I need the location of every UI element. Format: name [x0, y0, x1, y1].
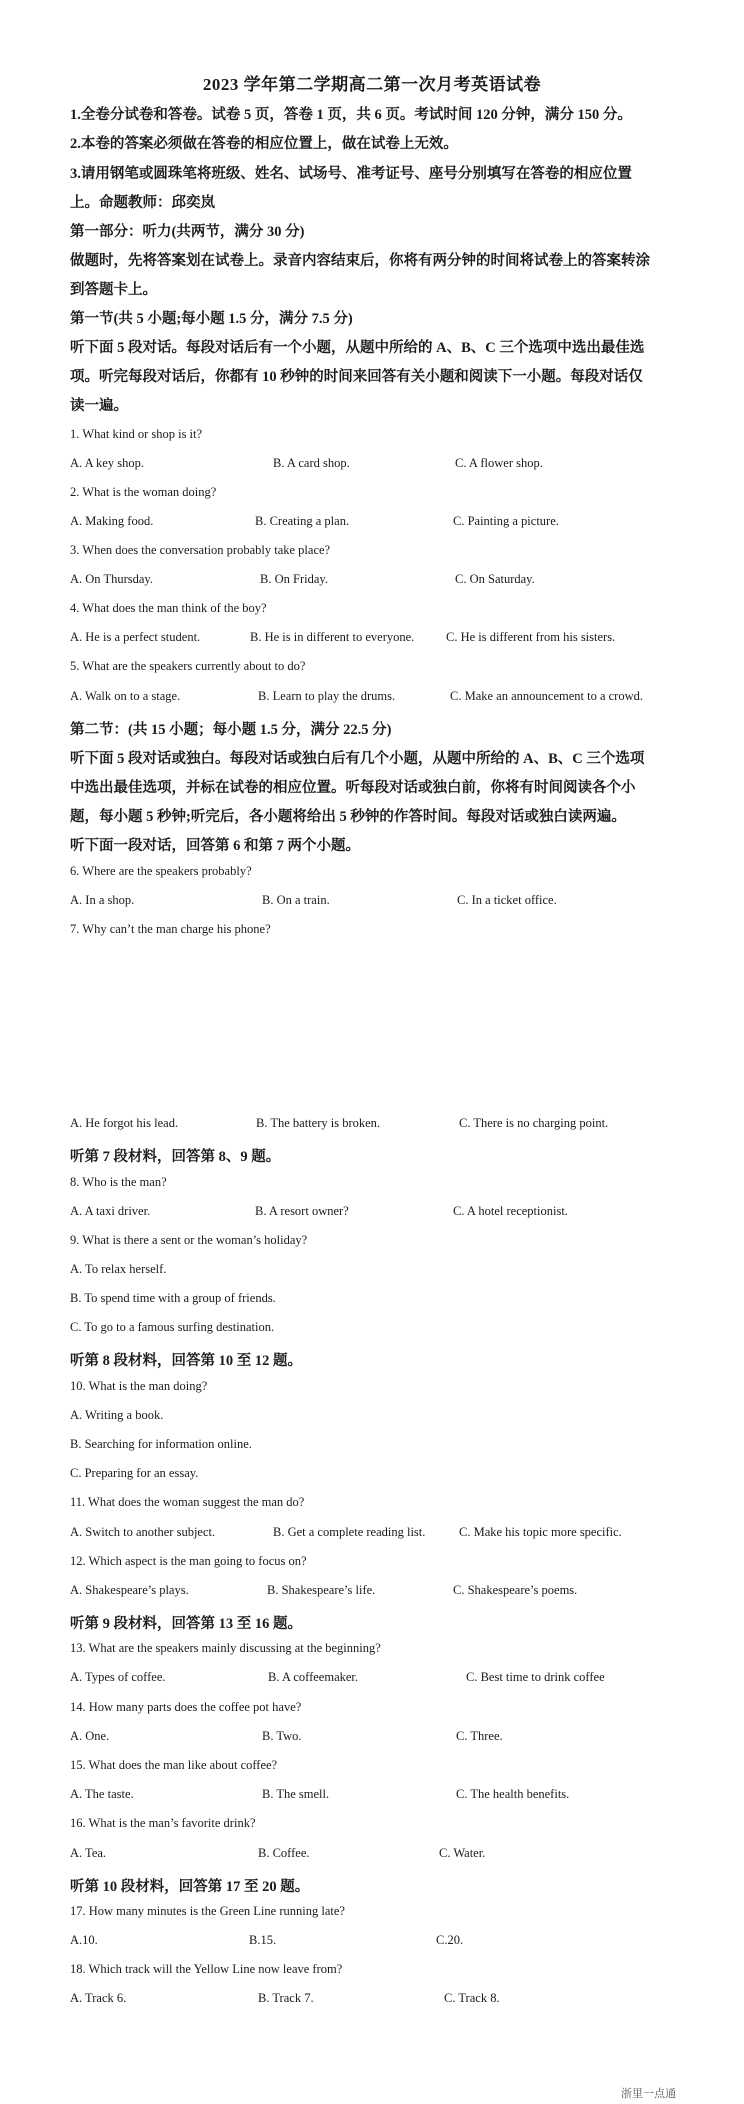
material-header: 听第 10 段材料，回答第 17 至 20 题。 [70, 1879, 310, 1895]
option-b: B. Shakespeare’s life. [267, 1583, 376, 1597]
question-text: 14. How many parts does the coffee pot have? [70, 1700, 302, 1714]
section1-directions-line: 听下面 5 段对话。每段对话后有一个小题，从题中所给的 A、B、C 三个选项中选出最佳选 [70, 340, 645, 356]
option-b: B. The battery is broken. [256, 1116, 381, 1130]
option-b: B. A coffeemaker. [268, 1670, 359, 1684]
option-c: C. Shakespeare’s poems. [453, 1583, 578, 1597]
option-a: A. Tea. [70, 1846, 107, 1860]
section2-directions-line: 听下面 5 段对话或独白。每段对话或独白后有几个小题，从题中所给的 A、B、C 三个选项 [70, 751, 645, 767]
option-a: A. A key shop. [70, 456, 144, 470]
part1-note-line: 做题时，先将答案划在试卷上。录音内容结束后，你将有两分钟的时间将试卷上的答案转涂 [70, 253, 650, 269]
option-c: C. In a ticket office. [457, 893, 557, 907]
section1-heading: 第一节(共 5 小题;每小题 1.5 分，满分 7.5 分) [70, 311, 353, 327]
option-a: A.10. [70, 1933, 98, 1947]
question-text: 13. What are the speakers mainly discussing at the beginning? [70, 1641, 381, 1655]
option-a: A. Making food. [70, 514, 154, 528]
option-b: B. To spend time with a group of friends. [70, 1291, 276, 1305]
option-a: A. Types of coffee. [70, 1670, 166, 1684]
section2-directions-line: 题，每小题 5 秒钟;听完后，各小题将给出 5 秒钟的作答时间。每段对话或独白读两遍。 [70, 809, 626, 825]
section2-heading: 第二节：(共 15 小题；每小题 1.5 分，满分 22.5 分) [70, 722, 392, 738]
option-b: B. Learn to play the drums. [258, 689, 396, 703]
option-a: A. He forgot his lead. [70, 1116, 179, 1130]
question-text: 8. Who is the man? [70, 1175, 167, 1189]
option-c: C. A hotel receptionist. [453, 1204, 568, 1218]
option-c: C. To go to a famous surfing destination. [70, 1320, 275, 1334]
option-b: B. On a train. [262, 893, 330, 907]
question-text: 6. Where are the speakers probably? [70, 864, 252, 878]
option-b: B. Creating a plan. [255, 514, 350, 528]
option-c: C. Make an announcement to a crowd. [450, 689, 643, 703]
option-c: C. The health benefits. [456, 1787, 570, 1801]
option-c: C.20. [436, 1933, 464, 1947]
option-b: B.15. [249, 1933, 277, 1947]
question-text: 15. What does the man like about coffee? [70, 1758, 278, 1772]
question-text: 5. What are the speakers currently about to do? [70, 659, 306, 673]
part1-heading: 第一部分：听力(共两节，满分 30 分) [70, 224, 305, 240]
instruction-line: 上。命题教师：邱奕岚 [70, 195, 215, 211]
material-header: 听下面一段对话，回答第 6 和第 7 两个小题。 [70, 838, 360, 854]
part1-note-line: 到答题卡上。 [70, 282, 157, 298]
option-b: B. A card shop. [273, 456, 350, 470]
instruction-line: 3.请用钢笔或圆珠笔将班级、姓名、试场号、准考证号、座号分别填写在答卷的相应位置 [70, 166, 632, 182]
instruction-line: 2.本卷的答案必须做在答卷的相应位置上，做在试卷上无效。 [70, 136, 458, 152]
option-b: B. Searching for information online. [70, 1437, 252, 1451]
option-a: A. A taxi driver. [70, 1204, 151, 1218]
option-a: A. One. [70, 1729, 110, 1743]
question-text: 18. Which track will the Yellow Line now leave from? [70, 1962, 343, 1976]
option-a: A. Track 6. [70, 1991, 127, 2005]
option-a: A. On Thursday. [70, 572, 153, 586]
question-text: 1. What kind or shop is it? [70, 427, 203, 441]
option-c: C. Preparing for an essay. [70, 1466, 199, 1480]
option-c: C. Water. [439, 1846, 486, 1860]
option-c: C. Make his topic more specific. [459, 1525, 622, 1539]
page-title: 2023 学年第二学期高二第一次月考英语试卷 [202, 75, 542, 94]
option-b: B. A resort owner? [255, 1204, 349, 1218]
option-b: B. He is in different to everyone. [250, 630, 415, 644]
option-c: C. Best time to drink coffee [466, 1670, 605, 1684]
option-b: B. Track 7. [258, 1991, 314, 2005]
question-text: 3. When does the conversation probably take place? [70, 543, 331, 557]
question-text: 7. Why can’t the man charge his phone? [70, 922, 271, 936]
section1-directions-line: 读一遍。 [70, 398, 128, 414]
question-text: 4. What does the man think of the boy? [70, 601, 267, 615]
section2-directions-line: 中选出最佳选项，并标在试卷的相应位置。听每段对话或独白前，你将有时间阅读各个小 [70, 780, 636, 796]
question-text: 10. What is the man doing? [70, 1379, 208, 1393]
option-c: C. He is different from his sisters. [446, 630, 616, 644]
option-c: C. Three. [456, 1729, 503, 1743]
option-a: A. He is a perfect student. [70, 630, 201, 644]
watermark-text: 浙里一点通 [621, 2088, 676, 2100]
option-a: A. In a shop. [70, 893, 135, 907]
option-a: A. Shakespeare’s plays. [70, 1583, 189, 1597]
option-a: A. To relax herself. [70, 1262, 167, 1276]
option-c: C. A flower shop. [455, 456, 543, 470]
option-a: A. Writing a book. [70, 1408, 164, 1422]
material-header: 听第 8 段材料，回答第 10 至 12 题。 [70, 1353, 302, 1369]
option-b: B. On Friday. [260, 572, 328, 586]
question-text: 2. What is the woman doing? [70, 485, 217, 499]
section1-directions-line: 项。听完每段对话后，你都有 10 秒钟的时间来回答有关小题和阅读下一小题。每段对话仅 [70, 369, 643, 385]
option-c: C. On Saturday. [455, 572, 535, 586]
option-b: B. Two. [262, 1729, 302, 1743]
option-c: C. There is no charging point. [459, 1116, 609, 1130]
question-text: 16. What is the man’s favorite drink? [70, 1816, 256, 1830]
question-text: 12. Which aspect is the man going to focus on? [70, 1554, 307, 1568]
option-a: A. Switch to another subject. [70, 1525, 216, 1539]
question-text: 11. What does the woman suggest the man do? [70, 1495, 305, 1509]
option-c: C. Painting a picture. [453, 514, 559, 528]
option-a: A. The taste. [70, 1787, 134, 1801]
material-header: 听第 9 段材料，回答第 13 至 16 题。 [70, 1616, 302, 1632]
option-b: B. Get a complete reading list. [273, 1525, 426, 1539]
instruction-line: 1.全卷分试卷和答卷。试卷 5 页，答卷 1 页，共 6 页。考试时间 120 分钟，满分 150 分。 [70, 107, 632, 123]
option-b: B. Coffee. [258, 1846, 310, 1860]
option-a: A. Walk on to a stage. [70, 689, 181, 703]
option-b: B. The smell. [262, 1787, 330, 1801]
question-text: 17. How many minutes is the Green Line running late? [70, 1904, 345, 1918]
question-text: 9. What is there a sent or the woman’s holiday? [70, 1233, 308, 1247]
material-header: 听第 7 段材料，回答第 8、9 题。 [70, 1149, 281, 1165]
option-c: C. Track 8. [444, 1991, 500, 2005]
